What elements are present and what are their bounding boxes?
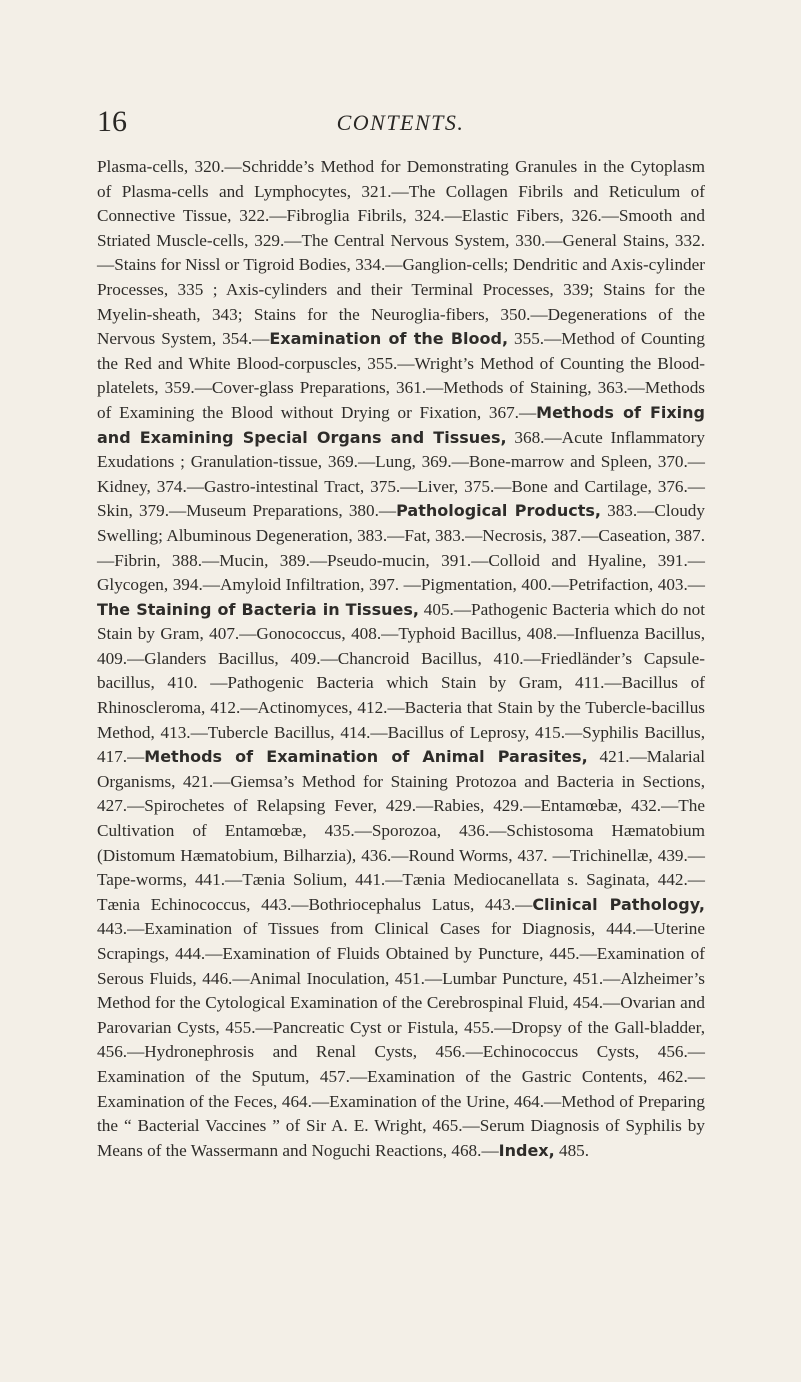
- running-title: CONTENTS.: [336, 110, 465, 135]
- page-number: 16: [97, 105, 127, 138]
- section-heading-run: Methods of Examination of Animal Parasites,: [144, 747, 588, 767]
- section-heading-run: Pathological Products,: [396, 501, 601, 521]
- text-run: 485.: [554, 1140, 590, 1160]
- section-heading-run: Index,: [498, 1140, 555, 1160]
- text-run: Plasma-cells, 320.—Schridde’s Method for Demonstrating Granules in the Cytoplasm of Plasma-cells and Lymphocytes, 321.—The Collagen Fibrils and Reticulum of Connective Tissue, 322.—Fibroglia Fibrils, 324.—Elastic Fibers, 326.—Smooth and Striated Muscle-cells, 329.—The Central Nervous System, 330.—General Stains, 332.—Stains for Nissl or Tigroid Bodies, 334.—Ganglion-cells; Dendritic and Axis-cylinder Processes, 335 ; Axis-cylinders and their Terminal Processes, 339; Stains for the Myelin-sheath, 343; Stains for the Neuroglia-fibers, 350.—Degenerations of the Nervous System, 354.—: [97, 157, 705, 349]
- text-run: 443.—Examination of Tissues from Clinical Cases for Diagnosis, 444.—Uterine Scrapings, 444.—Examination of Fluids Obtained by Puncture, 445.—Examination of Serous Fluids, 446.—Animal Inoculation, 451.—Lumbar Puncture, 451.—Alzheimer’s Method for the Cytological Examination of the Cerebrospinal Fluid, 454.—Ovarian and Parovarian Cysts, 455.—Pancreatic Cyst or Fistula, 455.—Dropsy of the Gall-bladder, 456.—Hydronephrosis and Renal Cysts, 456.—Echinococcus Cysts, 456.—Examination of the Sputum, 457.—Examination of the Gastric Contents, 462.—Examination of the Feces, 464.—Examination of the Urine, 464.—Method of Preparing the “ Bacterial Vaccines ” of Sir A. E. Wright, 465.—Serum Diagnosis of Syphilis by Means of the Wassermann and Noguchi Reactions, 468.—: [97, 919, 705, 1160]
- page-header: [0, 104, 801, 144]
- section-heading-run: The Staining of Bacteria in Tissues,: [97, 599, 419, 619]
- text-run: 383.—Cloudy Swelling; Albuminous Degeneration, 383.—Fat, 383.—Necrosis, 387.—Caseation, 387.—Fibrin, 388.—Mucin, 389.—Pseudo-mucin, 391.—Colloid and Hyaline, 391.—Glycogen, 394.—Amyloid Infiltration, 397. —Pigmentation, 400.—Petrifaction, 403.—: [97, 501, 705, 595]
- section-heading-run: Methods of Fixing and Examining Special Organs and Tissues,: [97, 402, 705, 447]
- section-heading-run: Clinical Pathology,: [532, 894, 705, 914]
- section-heading-run: Examination of the Blood,: [269, 329, 509, 349]
- contents-paragraph: [97, 155, 705, 1163]
- text-run: 368.—Acute Inflammatory Exudations ; Granulation-tissue, 369.—Lung, 369.—Bone-marrow and Spleen, 370.—Kidney, 374.—Gastro-intestinal Tract, 375.—Liver, 375.—Bone and Cartilage, 376.—Skin, 379.—Museum Preparations, 380.—: [97, 427, 705, 521]
- text-run: 405.—Pathogenic Bacteria which do not Stain by Gram, 407.—Gonococcus, 408.—Typhoid Bacillus, 408.—Influenza Bacillus, 409.—Glanders Bacillus, 409.—Chancroid Bacillus, 410.—Friedländer’s Capsule-bacillus, 410. —Pathogenic Bacteria which Stain by Gram, 411.—Bacillus of Rhinoscleroma, 412.—Actinomyces, 412.—Bacteria that Stain by the Tubercle-bacillus Method, 413.—Tubercle Bacillus, 414.—Bacillus of Leprosy, 415.—Syphilis Bacillus, 417.—: [97, 599, 705, 767]
- text-run: 355.—Method of Counting the Red and White Blood-corpuscles, 355.—Wright’s Method of Counting the Blood-platelets, 359.—Cover-glass Preparations, 361.—Methods of Staining, 363.—Methods of Examining the Blood without Drying or Fixation, 367.—: [97, 329, 705, 422]
- text-run: 421.—Malarial Organisms, 421.—Giemsa’s Method for Staining Protozoa and Bacteria in Sections, 427.—Spirochetes of Relapsing Fever, 429.—Rabies, 429.—Entamœbæ, 432.—The Cultivation of Entamœbæ, 435.—Sporozoa, 436.—Schistosoma Hæmatobium (Distomum Hæmatobium, Bilharzia), 436.—Round Worms, 437. —Trichinellæ, 439.—Tape-worms, 441.—Tænia Solium, 441.—Tænia Mediocanellata s. Saginata, 442.—Tænia Echinococcus, 443.—Bothriocephalus Latus, 443.—: [97, 747, 706, 914]
